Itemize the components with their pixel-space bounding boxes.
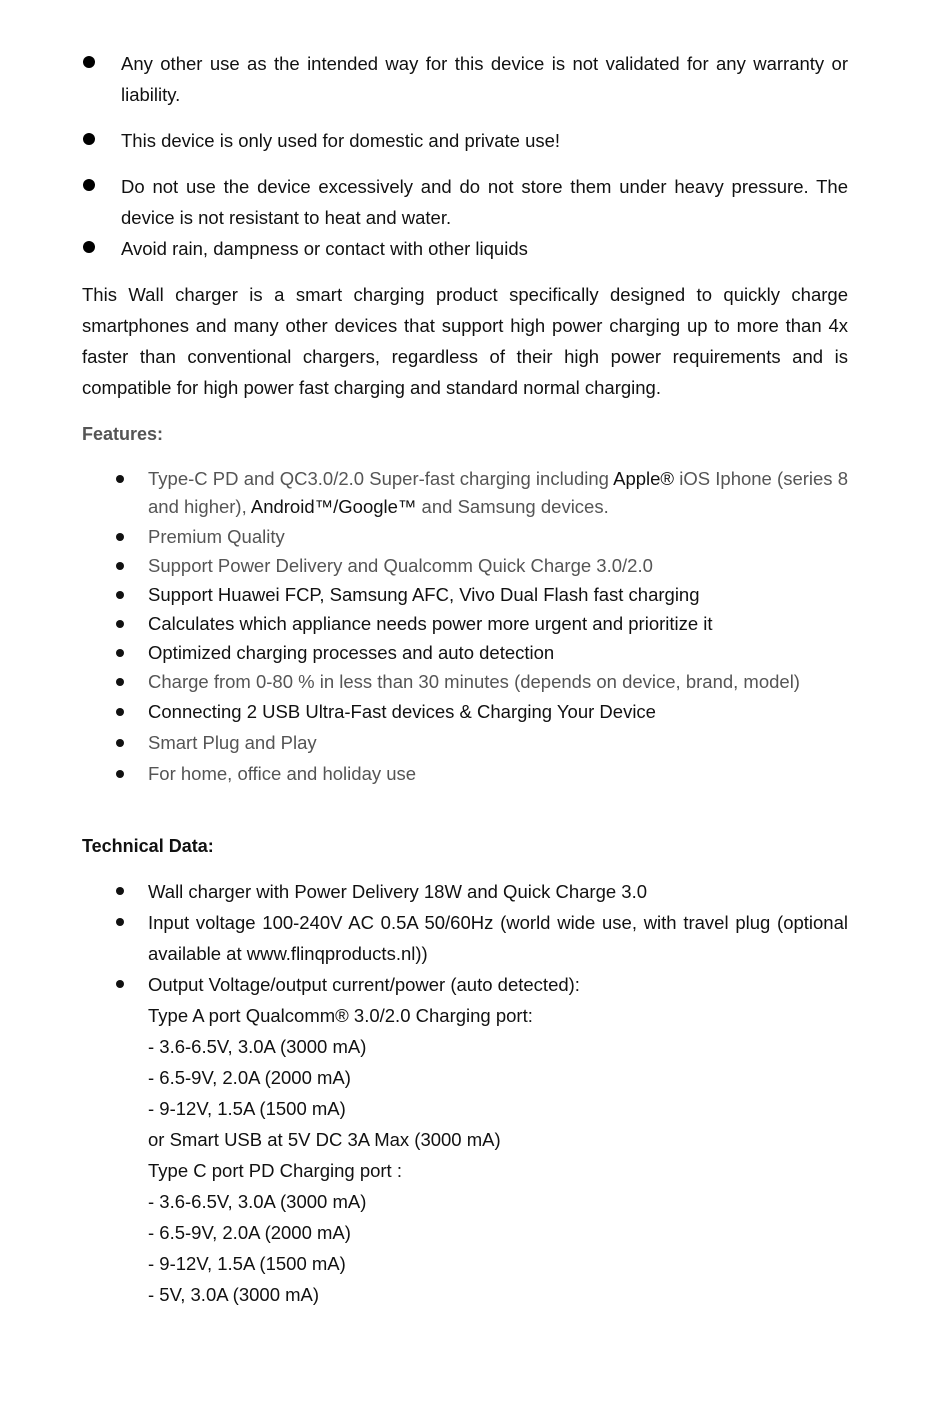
apple-brand-text: Apple® [613,468,675,489]
intro-paragraph: This Wall charger is a smart charging product specifically designed to quickly charge smartphones and many other devices that support high power charging up to more than 4x faster than conventional chargers, regardless of their high power requirements and is compatible for high power fast charging and standard normal charging. [82,284,848,398]
feature-text: Premium Quality [148,526,285,547]
feature-text: Optimized charging processes and auto detection [148,642,555,663]
feature-item [82,760,848,788]
features-heading: Features: [82,424,164,444]
feature-text: Connecting 2 USB Ultra-Fast devices & Charging Your Device [148,701,656,722]
bullet-dot-icon [116,770,124,778]
output-spec-line: - 6.5-9V, 2.0A (2000 mA) [148,1222,351,1243]
feature-item [82,639,848,667]
safety-bullet [82,125,848,156]
feature-item [82,552,848,580]
feature-text: Support Huawei FCP, Samsung AFC, Vivo Dual Flash fast charging [148,584,700,605]
technical-data-heading: Technical Data: [82,836,214,856]
output-spec-line: - 6.5-9V, 2.0A (2000 mA) [148,1067,351,1088]
feature-text: Charge from 0-80 % in less than 30 minutes (depends on device, brand, model) [148,671,800,692]
feature-item [82,581,848,609]
bullet-dot-icon [116,649,124,657]
output-spec-line: - 5V, 3.0A (3000 mA) [148,1284,320,1305]
safety-bullet-text: Do not use the device excessively and do not store them under heavy pressure. The device is not resistant to heat and water. [121,176,848,228]
safety-bullet [82,48,848,110]
output-spec-line: - 9-12V, 1.5A (1500 mA) [148,1253,346,1274]
safety-bullet-text: Avoid rain, dampness or contact with other liquids [121,238,528,259]
bullet-dot-icon [83,56,95,68]
output-spec-line: Type C port PD Charging port : [148,1160,402,1181]
output-spec-line: Type A port Qualcomm® 3.0/2.0 Charging port: [148,1005,533,1026]
bullet-dot-icon [116,678,124,686]
safety-bullet [82,233,848,264]
bullet-dot-icon [116,980,124,988]
bullet-dot-icon [83,241,95,253]
bullet-dot-icon [116,708,124,716]
technical-data-list [82,876,848,1310]
bullet-dot-icon [116,918,124,926]
bullet-dot-icon [116,887,124,895]
feature-text: Calculates which appliance needs power more urgent and prioritize it [148,613,713,634]
bullet-dot-icon [83,133,95,145]
feature-text: Smart Plug and Play [148,732,317,753]
technical-item [82,907,848,969]
output-spec-line: - 9-12V, 1.5A (1500 mA) [148,1098,346,1119]
feature-item [82,668,848,696]
android-brand-text: Android™/Google™ [250,496,417,517]
technical-text: Wall charger with Power Delivery 18W and Quick Charge 3.0 [148,881,648,902]
output-spec-line: or Smart USB at 5V DC 3A Max (3000 mA) [148,1129,501,1150]
safety-bullet-text: This device is only used for domestic and private use! [121,130,561,151]
feature-text: For home, office and holiday use [148,763,417,784]
bullet-dot-icon [116,591,124,599]
feature-item [82,523,848,551]
feature-text-part: Type-C PD and QC3.0/2.0 Super-fast charging including [148,468,614,489]
feature-text-part: iOS Iphone (series 8 and higher), [148,468,849,517]
bullet-dot-icon [116,620,124,628]
output-spec-title: Output Voltage/output current/power (auto detected): [148,974,580,995]
feature-item [82,465,848,521]
bullet-dot-icon [116,562,124,570]
technical-text: Input voltage 100-240V AC 0.5A 50/60Hz (world wide use, with travel plug (optional available at www.flinqproducts.nl)) [148,912,848,964]
output-spec-line: - 3.6-6.5V, 3.0A (3000 mA) [148,1191,367,1212]
features-list [82,465,848,788]
safety-bullet [82,171,848,233]
technical-item [82,969,848,1310]
safety-bullet-text: Any other use as the intended way for this device is not validated for any warranty or liability. [121,53,848,105]
bullet-dot-icon [83,179,95,191]
safety-bullet-list [82,48,848,264]
bullet-dot-icon [116,475,124,483]
feature-item [82,610,848,638]
bullet-dot-icon [116,533,124,541]
feature-text: Support Power Delivery and Qualcomm Quick Charge 3.0/2.0 [148,555,653,576]
technical-item [82,876,848,907]
bullet-dot-icon [116,739,124,747]
output-spec-line: - 3.6-6.5V, 3.0A (3000 mA) [148,1036,367,1057]
feature-item [82,729,848,757]
feature-item [82,698,848,726]
feature-text-part: and Samsung devices. [416,496,609,517]
